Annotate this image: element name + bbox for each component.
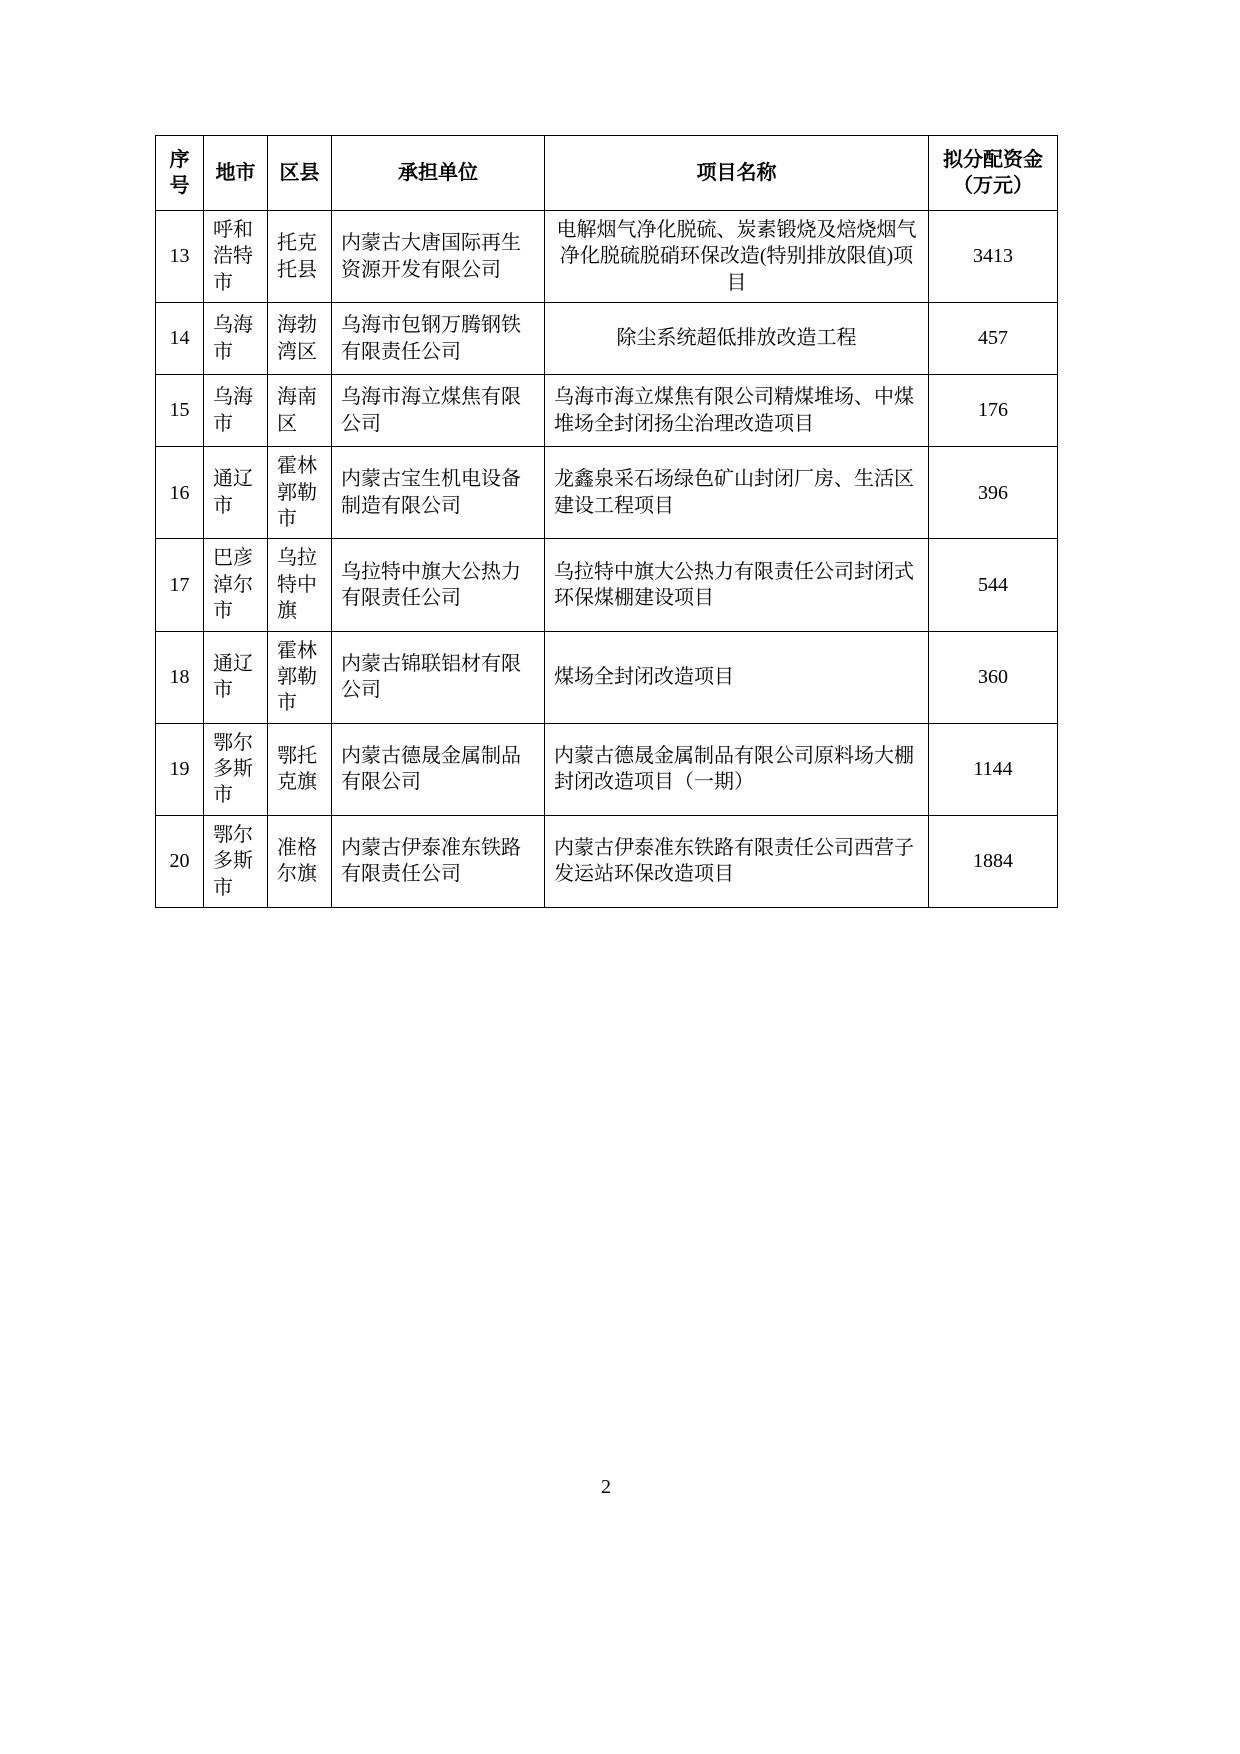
cell-fund: 3413 <box>929 211 1058 303</box>
cell-unit: 乌拉特中旗大公热力有限责任公司 <box>332 539 545 631</box>
cell-county: 准格尔旗 <box>268 815 332 907</box>
cell-unit: 内蒙古大唐国际再生资源开发有限公司 <box>332 211 545 303</box>
cell-unit: 内蒙古宝生机电设备制造有限公司 <box>332 447 545 539</box>
table-row <box>156 631 1058 723</box>
cell-city: 乌海市 <box>204 375 268 447</box>
cell-project: 除尘系统超低排放改造工程 <box>545 303 929 375</box>
cell-county: 霍林郭勒市 <box>268 447 332 539</box>
cell-county: 霍林郭勒市 <box>268 631 332 723</box>
cell-fund: 1144 <box>929 723 1058 815</box>
cell-county: 乌拉特中旗 <box>268 539 332 631</box>
table-row <box>156 539 1058 631</box>
cell-fund: 396 <box>929 447 1058 539</box>
header-unit: 承担单位 <box>332 136 545 211</box>
header-no: 序号 <box>156 136 204 211</box>
cell-no: 14 <box>156 303 204 375</box>
cell-project: 电解烟气净化脱硫、炭素锻烧及焙烧烟气净化脱硫脱硝环保改造(特别排放限值)项目 <box>545 211 929 303</box>
fund-allocation-table <box>155 135 1058 908</box>
cell-project: 煤场全封闭改造项目 <box>545 631 929 723</box>
cell-unit: 内蒙古伊泰准东铁路有限责任公司 <box>332 815 545 907</box>
cell-fund: 457 <box>929 303 1058 375</box>
cell-no: 17 <box>156 539 204 631</box>
cell-city: 鄂尔多斯市 <box>204 723 268 815</box>
cell-unit: 内蒙古锦联铝材有限公司 <box>332 631 545 723</box>
table-row <box>156 815 1058 907</box>
cell-fund: 360 <box>929 631 1058 723</box>
table-row <box>156 211 1058 303</box>
cell-no: 20 <box>156 815 204 907</box>
table-header-row <box>156 136 1058 211</box>
cell-city: 巴彦淖尔市 <box>204 539 268 631</box>
cell-fund: 1884 <box>929 815 1058 907</box>
cell-county: 鄂托克旗 <box>268 723 332 815</box>
cell-fund: 544 <box>929 539 1058 631</box>
cell-city: 呼和浩特市 <box>204 211 268 303</box>
cell-no: 15 <box>156 375 204 447</box>
cell-no: 18 <box>156 631 204 723</box>
cell-fund: 176 <box>929 375 1058 447</box>
page-number: 2 <box>601 1476 611 1498</box>
cell-project: 乌拉特中旗大公热力有限责任公司封闭式环保煤棚建设项目 <box>545 539 929 631</box>
cell-project: 内蒙古伊泰准东铁路有限责任公司西营子发运站环保改造项目 <box>545 815 929 907</box>
cell-city: 通辽市 <box>204 447 268 539</box>
table-row <box>156 375 1058 447</box>
table-row <box>156 723 1058 815</box>
cell-project: 内蒙古德晟金属制品有限公司原料场大棚封闭改造项目（一期） <box>545 723 929 815</box>
table-row <box>156 303 1058 375</box>
cell-project: 龙鑫泉采石场绿色矿山封闭厂房、生活区建设工程项目 <box>545 447 929 539</box>
header-fund: 拟分配资金（万元） <box>929 136 1058 211</box>
cell-no: 13 <box>156 211 204 303</box>
cell-county: 托克托县 <box>268 211 332 303</box>
cell-county: 海南区 <box>268 375 332 447</box>
cell-unit: 乌海市包钢万腾钢铁有限责任公司 <box>332 303 545 375</box>
cell-county: 海勃湾区 <box>268 303 332 375</box>
cell-city: 通辽市 <box>204 631 268 723</box>
cell-no: 16 <box>156 447 204 539</box>
cell-city: 鄂尔多斯市 <box>204 815 268 907</box>
header-county: 区县 <box>268 136 332 211</box>
header-city: 地市 <box>204 136 268 211</box>
header-project: 项目名称 <box>545 136 929 211</box>
cell-project: 乌海市海立煤焦有限公司精煤堆场、中煤堆场全封闭扬尘治理改造项目 <box>545 375 929 447</box>
cell-unit: 乌海市海立煤焦有限公司 <box>332 375 545 447</box>
cell-city: 乌海市 <box>204 303 268 375</box>
cell-no: 19 <box>156 723 204 815</box>
cell-unit: 内蒙古德晟金属制品有限公司 <box>332 723 545 815</box>
table-row <box>156 447 1058 539</box>
table-body <box>156 211 1058 908</box>
